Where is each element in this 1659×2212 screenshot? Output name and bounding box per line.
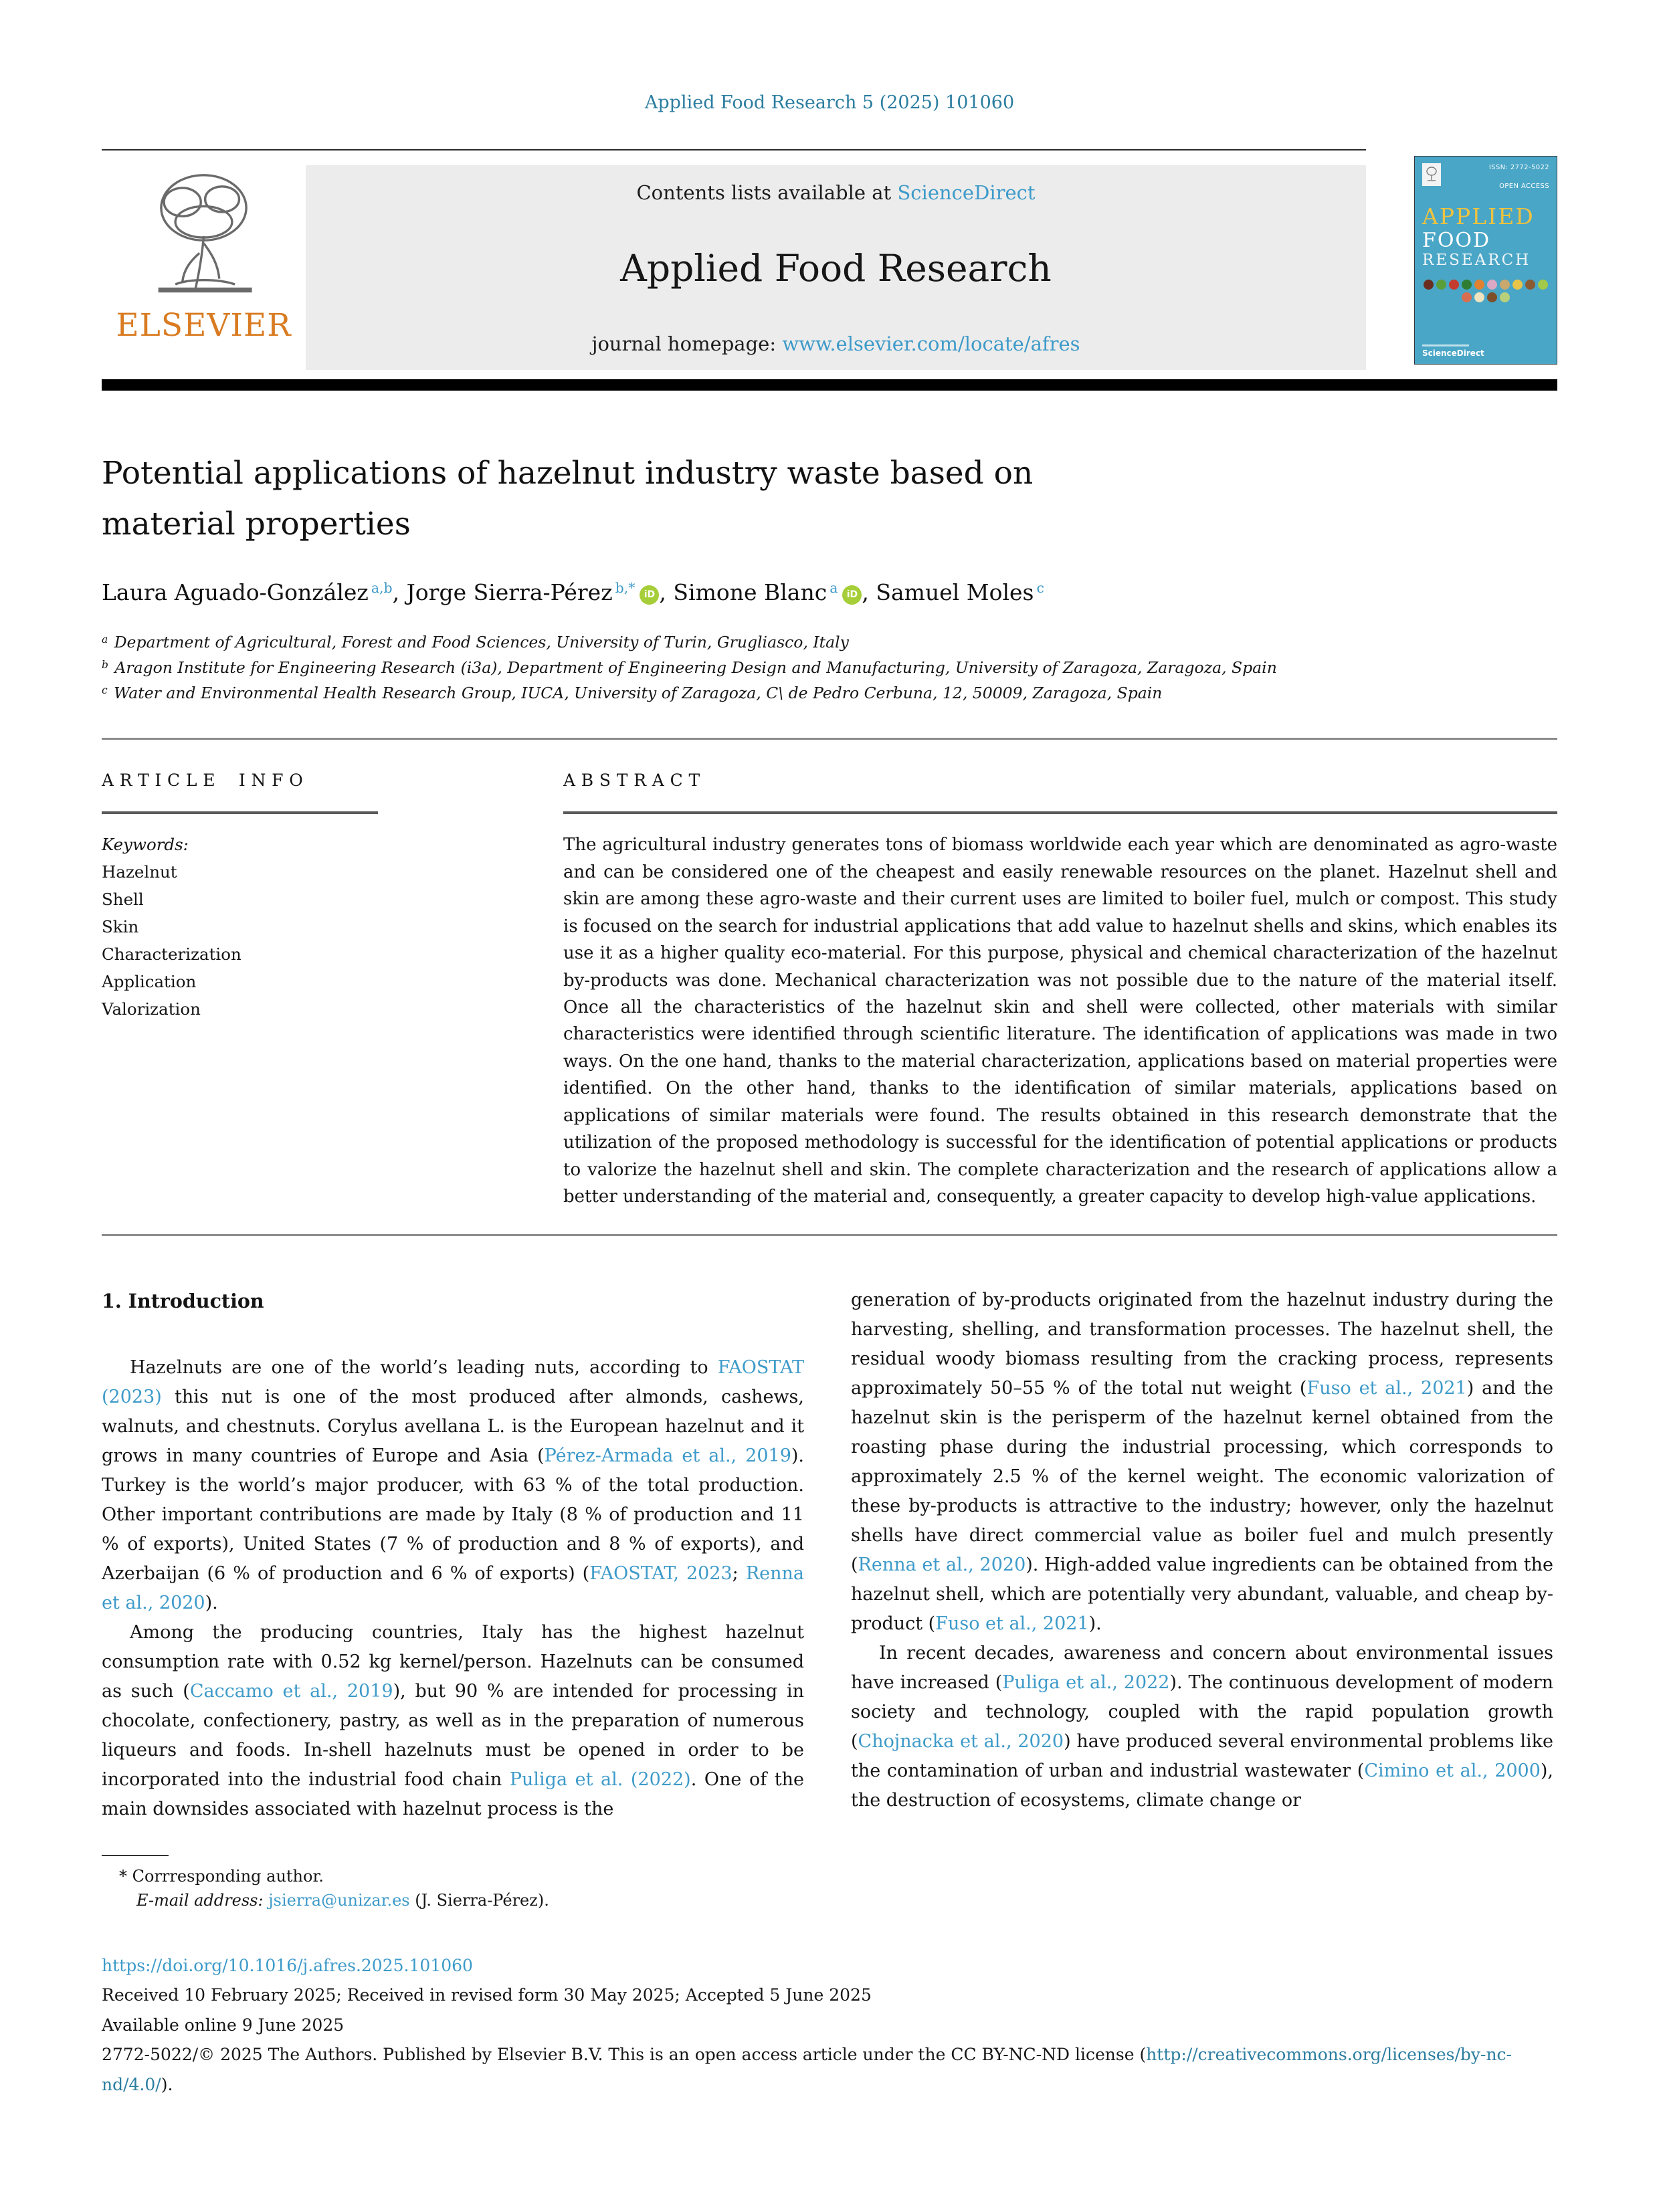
text-segment: ). <box>161 2074 173 2094</box>
journal-cover-thumbnail[interactable] <box>1414 156 1557 365</box>
keyword: Valorization <box>102 999 201 1019</box>
footnote-block <box>102 1855 1557 1910</box>
text-segment: ) have produced several environmental problems like the contamination of urban and industrial wastewater ( <box>851 1731 1553 1782</box>
journal-citation: Applied Food Research 5 (2025) 101060 <box>644 92 1015 113</box>
text-segment: this nut is one of the most produced after almonds, cashews, walnuts, and chestnuts. Corylus avellana L. is the European hazelnut and it grows in many countries of Europe and Asia ( <box>102 1386 804 1466</box>
elsevier-tree-icon <box>128 165 279 307</box>
body-paragraph <box>102 1618 804 1824</box>
text-segment: 2772-5022/© 2025 The Authors. Published by Elsevier B.V. This is an open access article under the CC BY-NC-ND license ( <box>102 2045 1147 2065</box>
text-segment: Jorge Sierra-Pérez <box>406 579 613 606</box>
meta-grid <box>102 771 1557 1210</box>
keyword: Skin <box>102 917 139 937</box>
text-segment: c <box>1036 580 1044 596</box>
affiliations <box>102 629 1557 706</box>
inline-link[interactable]: FAOSTAT, 2023 <box>589 1563 733 1584</box>
food-dot <box>1424 280 1434 290</box>
keyword: Characterization <box>102 944 241 965</box>
inline-link[interactable]: Fuso et al., 2021 <box>1306 1378 1467 1399</box>
inline-link[interactable]: Puliga et al. (2022) <box>509 1769 691 1790</box>
body-columns <box>102 1286 1557 1823</box>
text-segment: ). Turkey is the world’s major producer, with 63 % of the total production. Other important contributions are made by Italy (8 % of production and 11 % of exports), United States (7 % of production and 8 % of exports), and Azerbaijan (6 % of production and 6 % of exports) ( <box>102 1445 804 1584</box>
affiliation-b <box>102 655 1557 680</box>
inline-link[interactable]: Fuso et al., 2021 <box>935 1613 1089 1635</box>
text-segment: Hazelnuts are one of the world’s leading nuts, according to <box>130 1356 718 1378</box>
text-segment: ). <box>205 1592 218 1613</box>
email-address-line <box>102 1891 1557 1910</box>
text-segment: ) and the hazelnut skin is the perisperm of the hazelnut kernel obtained from the roasting phase during the industrial processing, which corresponds to approximately 2.5 % of the kernel weight. The economic valorization of these by-products is attractive to the industry; however, only the hazelnut shells have direct commercial value as boiler fuel and mulch presently ( <box>851 1378 1554 1576</box>
text-segment: Contents lists available at <box>636 181 898 204</box>
text-segment: a,b <box>371 580 393 596</box>
footnote-rule <box>102 1855 169 1856</box>
text-segment: , <box>659 579 674 606</box>
inline-link[interactable]: Renna et al., 2020 <box>858 1554 1026 1576</box>
food-dot <box>1449 280 1459 290</box>
text-segment: a <box>102 633 108 645</box>
food-dot <box>1462 280 1472 290</box>
abstract-section <box>563 771 1557 1210</box>
doi-link[interactable]: https://doi.org/10.1016/j.afres.2025.101060 <box>102 1955 473 1975</box>
footer-block <box>102 1951 1557 2100</box>
text-segment: In recent decades, awareness and concern about environmental issues have increased ( <box>851 1643 1553 1694</box>
section-heading-introduction: 1. Introduction <box>102 1290 264 1313</box>
text-segment: Samuel Moles <box>876 579 1034 606</box>
header-divider-bar <box>102 379 1557 391</box>
meta-bottom-rule <box>102 1234 1557 1236</box>
text-segment: , <box>392 579 407 606</box>
text-segment: b,* <box>615 580 636 596</box>
body-right-column <box>851 1286 1553 1823</box>
cover-top-right <box>1489 163 1549 191</box>
article-info-section <box>102 771 378 1210</box>
text-segment: Department of Agricultural, Forest and Food Sciences, University of Turin, Grugliasco, Italy <box>109 633 849 652</box>
homepage-line <box>591 332 1080 355</box>
journal-title: Applied Food Research <box>620 247 1052 290</box>
cover-title-line2: FOOD <box>1422 228 1491 252</box>
article-info-heading: ARTICLE INFO <box>102 771 309 791</box>
inline-link[interactable]: http://creativecommons.org/licenses/by-nc-nd/4.0/ <box>102 2045 1512 2094</box>
keyword: Shell <box>102 890 144 910</box>
affiliation-a <box>102 629 1557 655</box>
text-segment: ), but 90 % are intended for processing in chocolate, confectionery, pastry, as well as in the preparation of numerous liqueurs and foods. In-shell hazelnuts must be opened in order to be incorporated into the industrial food chain <box>102 1680 804 1790</box>
text-segment: c <box>102 684 108 696</box>
text-segment: . One of the main downsides associated with hazelnut process is the <box>102 1769 804 1819</box>
cover-available-online-text <box>1422 344 1469 346</box>
corresponding-author-note: * Corrresponding author. <box>119 1866 324 1886</box>
orcid-icon[interactable]: iD <box>842 585 862 605</box>
text-segment: ; <box>732 1563 746 1584</box>
inline-link[interactable]: FAOSTAT (2023) <box>102 1356 804 1407</box>
food-dot <box>1487 292 1497 302</box>
inline-link[interactable]: Cimino et al., 2000 <box>1364 1761 1541 1782</box>
keywords-label: Keywords: <box>102 835 189 855</box>
elsevier-wordmark: ELSEVIER <box>116 307 292 344</box>
text-segment: ), the destruction of ecosystems, climate change or <box>851 1761 1553 1811</box>
header-row <box>102 165 1366 370</box>
text-segment: ). High-added value ingredients can be obtained from the hazelnut shell, which are potentially very abundant, valuable, and cheap by-product ( <box>851 1554 1554 1635</box>
meta-top-rule <box>102 738 1557 740</box>
cover-issn: ISSN: 2772-5022 <box>1488 164 1549 171</box>
text-segment: generation of by-products originated from the hazelnut industry during the harvesting, shelling, and transformation processes. The hazelnut shell, the residual woody biomass resulting from the cracking process, represents approximately 50–55 % of the total nut weight ( <box>851 1290 1553 1399</box>
food-dot <box>1538 280 1548 290</box>
food-dot <box>1436 280 1446 290</box>
journal-header <box>102 149 1557 370</box>
inline-link[interactable]: Renna et al., 2020 <box>102 1563 804 1613</box>
body-left-column <box>102 1286 804 1823</box>
text-segment: Water and Environmental Health Research Group, IUCA, University of Zaragoza, C\ de Pedro Cerbuna, 12, 50009, Zaragoza, Spain <box>108 684 1163 703</box>
text-segment: ). <box>1088 1613 1102 1635</box>
text-segment: (J. Sierra-Pérez). <box>409 1890 549 1910</box>
cover-elsevier-mini-logo-icon <box>1422 163 1441 186</box>
keyword: Application <box>102 971 197 991</box>
abstract-heading: ABSTRACT <box>563 771 706 791</box>
food-dot <box>1474 292 1484 302</box>
cover-sciencedirect-label: ScienceDirect <box>1422 348 1484 358</box>
inline-link[interactable]: Chojnacka et al., 2020 <box>858 1731 1064 1752</box>
body-paragraph <box>851 1286 1553 1639</box>
text-segment: E-mail address: <box>136 1890 269 1910</box>
received-dates-line: Received 10 February 2025; Received in revised form 30 May 2025; Accepted 5 June 2025 <box>102 1985 872 2005</box>
license-line <box>102 2040 1557 2100</box>
body-paragraph <box>102 1353 804 1618</box>
cover-title <box>1422 205 1549 269</box>
inline-link[interactable]: ScienceDirect <box>897 181 1036 204</box>
cover-top <box>1422 163 1549 191</box>
article-info-rule <box>102 811 378 814</box>
abstract-rule <box>563 811 1557 814</box>
food-dot <box>1487 280 1497 290</box>
text-segment: ). The continuous development of modern society and technology, coupled with the rapid population growth ( <box>851 1672 1553 1752</box>
inline-link[interactable]: Pérez-Armada et al., 2019 <box>544 1445 791 1466</box>
cover-title-line1: APPLIED <box>1422 203 1535 229</box>
text-segment: journal homepage: <box>591 332 783 355</box>
available-online-line: Available online 9 June 2025 <box>102 2015 345 2035</box>
inline-link[interactable]: www.elsevier.com/locate/afres <box>782 332 1080 355</box>
text-segment: a <box>830 580 838 596</box>
author-line <box>102 579 1557 605</box>
text-segment: , <box>862 579 876 606</box>
inline-link[interactable]: Caccamo et al., 2019 <box>189 1680 393 1702</box>
food-dot <box>1500 292 1510 302</box>
text-segment: Laura Aguado-González <box>102 579 369 606</box>
cover-title-line3: RESEARCH <box>1422 251 1531 269</box>
article-title: Potential applications of hazelnut industry waste based on material properties <box>102 455 1034 543</box>
food-dot <box>1500 280 1510 290</box>
body-paragraph <box>851 1639 1553 1815</box>
cover-food-collage <box>1422 280 1549 302</box>
cover-open-access: OPEN ACCESS <box>1499 183 1549 190</box>
inline-link[interactable]: jsierra@unizar.es <box>268 1890 410 1910</box>
food-dot <box>1525 280 1535 290</box>
journal-banner <box>306 165 1366 370</box>
food-dot <box>1462 292 1472 302</box>
keyword: Hazelnut <box>102 862 177 882</box>
abstract-text: The agricultural industry generates tons of biomass worldwide each year which are denominated as agro-waste and can be considered one of the cheapest and easily renewable resources on the planet. Hazelnut shell and skin are among these agro-waste and their current uses are limited to boiler fuel, mulch or compost. This study is focused on the search for industrial applications that add value to hazelnut shells and skins, which enables its use it as a higher quality eco-material. For this purpose, physical and chemical characterization of the hazelnut by-products was done. Mechanical characterization was not possible due to the nature of the material itself. Once all the characteristics of the hazelnut skin and shell were collected, other materials with similar characteristics were identified through scientific literature. The identification of applications was made in two ways. On the one hand, thanks to the material characterization, applications based on material properties were identified. On the other hand, thanks to the identification of similar materials, applications based on applications of similar materials were found. The results obtained in this research demonstrate that the utilization of the proposed methodology is successful for the identification of potential applications or products to valorize the hazelnut shell and skin. The complete characterization and the research of applications allow a better understanding of the material and, consequently, a greater capacity to develop high-value applications. <box>563 835 1557 1207</box>
inline-link[interactable]: Puliga et al., 2022 <box>1002 1672 1170 1694</box>
text-segment: b <box>102 658 108 671</box>
orcid-icon[interactable]: iD <box>640 585 659 605</box>
food-dot <box>1512 280 1523 290</box>
text-segment: Aragon Institute for Engineering Research (i3a), Department of Engineering Design and Manufacturing, University of Zaragoza, Zaragoza, Spain <box>109 658 1277 678</box>
food-dot <box>1474 280 1484 290</box>
elsevier-logo[interactable] <box>102 165 306 370</box>
text-segment: Among the producing countries, Italy has the highest hazelnut consumption rate with 0.52 kg kernel/person. Hazelnuts can be consumed as such ( <box>102 1621 804 1702</box>
header-top-rule <box>102 149 1366 150</box>
contents-line <box>636 181 1035 204</box>
affiliation-c <box>102 680 1557 706</box>
text-segment: Simone Blanc <box>673 579 827 606</box>
